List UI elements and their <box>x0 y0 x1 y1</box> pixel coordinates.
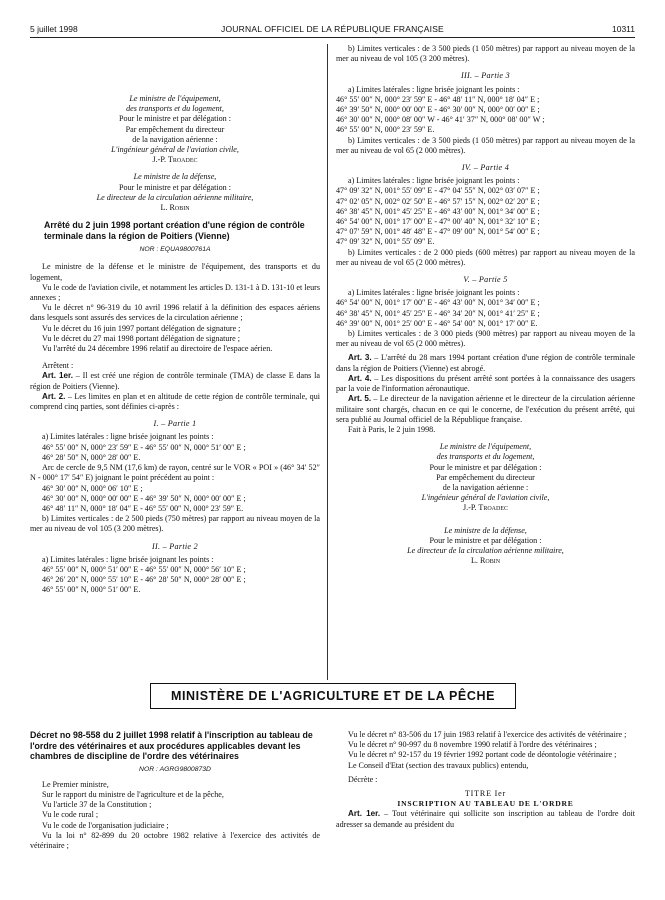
coord-line: 46° 55′ 00″ N, 000° 51′ 00″ E - 46° 55′ 00″ N, 000° 56′ 10″ E ; <box>42 564 246 574</box>
right-column-top <box>336 44 635 566</box>
sig-line: Le ministre de la défense, <box>444 525 527 535</box>
preamble-line: Vu l'article 37 de la Constitution ; <box>42 800 152 810</box>
header-page-number: 10311 <box>611 24 635 34</box>
coord-line: 47° 07′ 59″ N, 001° 48′ 48″ E - 47° 09′ 00″ N, 001° 54′ 00″ E ; <box>336 227 540 237</box>
sig-line: Le ministre de l'équipement, <box>129 94 221 103</box>
article-2: Art. 2. – Les limites en plan et en altitude de cette région de contrôle terminale, qui comprend cinq parties, sont définies ci-après : <box>30 391 320 412</box>
coord-line: 47° 09′ 32″ N, 001° 55′ 09″ E - 47° 04′ 55″ N, 002° 03′ 07″ E ; <box>336 186 540 196</box>
article-5: Art. 5. – Le directeur de la navigation aérienne et le directeur de la circulation aérienne militaire sont chargés, chacun en ce qui le concerne, de l'exécution du présent arrêté, qui sera publié au Journal officiel de la République française. <box>336 394 635 424</box>
coord-line: 46° 55′ 00″ N, 000° 23′ 59″ E - 46° 48′ 11″ N, 000° 18′ 04″ E ; <box>336 94 540 104</box>
article-1: Art. 1er. – Il est créé une région de contrôle terminale (TMA) de classe E dans la région de Poitiers (Vienne). <box>30 371 320 391</box>
part-3-heading: III. – Partie 3 <box>460 71 510 81</box>
nor-reference: NOR : EQUA9800761A <box>139 246 211 254</box>
sig-line: Par empêchement du directeur <box>436 472 535 482</box>
coord-line: 46° 55′ 00″ N, 000° 23′ 59″ E. <box>336 125 435 135</box>
sig-line: des transports et du logement, <box>436 452 535 462</box>
lateral-limits: a) Limites latérales : ligne brisée joignant les points : <box>348 288 520 298</box>
titre-subheading: INSCRIPTION AU TABLEAU DE L'ORDRE <box>397 799 574 809</box>
visa-line: Vu le décret n° 96-319 du 10 avril 1996 relatif à la définition des espaces aériens dans lesquels sont assurés des services de la circulation aérienne ; <box>30 303 320 323</box>
coord-line: 46° 39′ 50″ N, 000° 00′ 00″ E - 46° 30′ 00″ N, 000° 00′ 00″ E ; <box>336 105 540 115</box>
arc-description: Arc de cercle de 9,5 NM (17,6 km) de rayon, centré sur le VOR « POI » (46° 34′ 52″ N - 000° 17′ 54″ E) joignant le point précédent au point : <box>30 463 320 483</box>
preamble-line: Sur le rapport du ministre de l'agriculture et de la pêche, <box>42 789 224 799</box>
vertical-limits: b) Limites verticales : de 2 000 pieds (600 mètres) par rapport au niveau moyen de la mer au niveau de vol 65 (2 000 mètres). <box>336 247 635 267</box>
decret-title: Décret no 98-558 du 2 juillet 1998 relatif à l'inscription au tableau de l'ordre des vétérinaires et aux procédures applicables devant les chambres de discipline de l'ordre des vétérinaires <box>30 730 313 761</box>
vertical-limits: b) Limites verticales : de 2 500 pieds (750 mètres) par rapport au niveau moyen de la mer au niveau de vol 105 (3 200 mètres). <box>30 514 320 534</box>
left-column-bottom <box>30 730 320 851</box>
preamble-line: Vu le décret n° 83-506 du 17 juin 1983 relatif à l'exercice des activités de vétérinaire ; <box>348 730 627 739</box>
part-1-heading: I. – Partie 1 <box>153 419 197 429</box>
signatory-name: J.-P. Troadec <box>463 503 508 513</box>
coord-line: 46° 55′ 00″ N, 000° 23′ 59″ E - 46° 55′ 00″ N, 000° 51′ 00″ E ; <box>42 442 246 452</box>
header-rule <box>30 37 635 38</box>
fait-a-paris: Fait à Paris, le 2 juin 1998. <box>348 424 436 434</box>
visa-line: Vu le décret du 27 mai 1998 portant délégation de signature ; <box>42 333 240 343</box>
sig-line: L'ingénieur général de l'aviation civile, <box>111 145 239 155</box>
coord-line: 47° 09′ 32″ N, 001° 55′ 09″ E. <box>336 237 435 247</box>
nor-reference: NOR : AGRG9800873D <box>139 765 211 773</box>
lateral-limits: a) Limites latérales : ligne brisée joignant les points : <box>348 176 520 186</box>
sig-line: de la navigation aérienne : <box>442 482 529 492</box>
preamble-line: Le Conseil d'Etat (section des travaux publics) entendu, <box>348 760 529 770</box>
coord-line: 46° 54′ 00″ N, 001° 17′ 00″ E - 46° 43′ 00″ N, 001° 34′ 00″ E ; <box>336 298 540 308</box>
preamble-line: Vu le décret n° 92-157 du 19 février 1992 portant code de déontologie vétérinaire ; <box>348 750 617 760</box>
decret-article-1: Art. 1er. – Tout vétérinaire qui sollicite son inscription au tableau de l'ordre doit adresser sa demande au président du <box>336 809 635 829</box>
part-4-heading: IV. – Partie 4 <box>461 163 510 173</box>
vertical-limits: b) Limites verticales : de 3 500 pieds (1 050 mètres) par rapport au niveau moyen de la mer au niveau de vol 105 (3 200 mètres). <box>336 44 635 64</box>
ministry-heading: MINISTÈRE DE L'AGRICULTURE ET DE LA PÊCHE <box>150 683 516 709</box>
coord-line: 46° 26′ 20″ N, 000° 55′ 10″ E - 46° 28′ 50″ N, 000° 28′ 00″ E ; <box>42 575 246 585</box>
visa-line: Vu l'arrêté du 24 décembre 1996 relatif au directoire de l'espace aérien. <box>42 344 273 354</box>
coord-line: 46° 48′ 11″ N, 000° 18′ 04″ E - 46° 55′ 00″ N, 000° 23′ 59″ E. <box>42 503 244 513</box>
coord-line: 46° 30′ 00″ N, 000° 00′ 00″ E - 46° 39′ 50″ N, 000° 00′ 00″ E ; <box>42 493 246 503</box>
part-5-heading: V. – Partie 5 <box>463 275 508 285</box>
lateral-limits: a) Limites latérales : ligne brisée joignant les points : <box>42 554 214 564</box>
lateral-limits: a) Limites latérales : ligne brisée joignant les points : <box>42 432 214 442</box>
article-3: Art. 3. – L'arrêté du 28 mars 1994 portant création d'une région de contrôle terminale dans la région de Poitiers (Vienne) est abrogé. <box>336 353 635 373</box>
article-4: Art. 4. – Les dispositions du présent arrêté sont portées à la connaissance des usagers par la voie de l'information aéronautique. <box>336 373 635 394</box>
header-date: 5 juillet 1998 <box>30 24 78 34</box>
arretent: Arrêtent : <box>42 361 74 371</box>
sig-line: Le directeur de la circulation aérienne militaire, <box>96 192 254 202</box>
left-column-top <box>30 94 320 596</box>
part-2-heading: II. – Partie 2 <box>151 541 198 551</box>
sig-line: Pour le ministre et par délégation : <box>119 182 231 192</box>
coord-line: 47° 02′ 05″ N, 002° 02′ 50″ E - 46° 57′ 15″ N, 002° 02′ 20″ E ; <box>336 196 540 206</box>
sig-line: Le directeur de la circulation aérienne militaire, <box>407 545 564 555</box>
sig-line: de la navigation aérienne : <box>132 134 218 144</box>
visa-line: Vu le décret du 16 juin 1997 portant délégation de signature ; <box>42 323 241 333</box>
coord-line: 46° 39′ 00″ N, 001° 25′ 00″ E - 46° 54′ 00″ N, 001° 17′ 00″ E. <box>336 318 538 328</box>
lateral-limits: a) Limites latérales : ligne brisée joignant les points : <box>348 84 520 94</box>
coord-line: 46° 55′ 00″ N, 000° 51′ 00″ E. <box>42 585 141 595</box>
coord-line: 46° 54′ 00″ N, 001° 17′ 00″ E - 47° 00′ 40″ N, 001° 32′ 10″ E ; <box>336 217 540 227</box>
sig-line: Par empêchement du directeur <box>125 124 225 134</box>
sig-line: Le ministre de l'équipement, <box>439 442 532 452</box>
vertical-limits: b) Limites verticales : de 3 500 pieds (1 050 mètres) par rapport au niveau moyen de la mer au niveau de vol 65 (2 000 mètres). <box>336 135 635 155</box>
preamble-line: Vu le code rural ; <box>42 810 99 820</box>
signatory-name: L. Robin <box>470 556 501 566</box>
sig-line: Le ministre de la défense, <box>133 172 217 182</box>
sig-line: des transports et du logement, <box>126 104 224 114</box>
right-column-bottom <box>336 730 635 830</box>
coord-line: 46° 38′ 45″ N, 001° 45′ 25″ E - 46° 43′ 00″ N, 001° 34′ 00″ E ; <box>336 206 540 216</box>
header-journal: JOURNAL OFFICIEL DE LA RÉPUBLIQUE FRANÇAISE <box>221 24 444 34</box>
visa-line: Vu le code de l'aviation civile, et notamment les articles D. 131-1 à D. 131-10 et leurs annexes ; <box>30 282 320 303</box>
coord-line: 46° 30′ 00″ N, 000° 06′ 10″ E ; <box>42 483 143 493</box>
signature-block-equipment <box>336 442 635 513</box>
column-divider <box>327 44 328 680</box>
coord-line: 46° 30′ 00″ N, 000° 08′ 00″ W - 46° 41′ 37″ N, 000° 08′ 00″ W ; <box>336 115 545 125</box>
signature-block-equipment <box>30 94 320 165</box>
sig-line: Pour le ministre et par délégation : <box>429 535 542 545</box>
coord-line: 46° 38′ 45″ N, 001° 45′ 25″ E - 46° 34′ 20″ N, 001° 41′ 25″ E ; <box>336 308 540 318</box>
decrete: Décrète : <box>348 774 378 784</box>
signature-block-defense <box>336 526 635 567</box>
coord-line: 46° 28′ 50″ N, 000° 28′ 00″ E. <box>42 452 141 462</box>
sig-line: Pour le ministre et par délégation : <box>429 462 542 472</box>
vertical-limits: b) Limites verticales : de 3 000 pieds (900 mètres) par rapport au niveau moyen de la mer au niveau de vol 65 (2 000 mètres). <box>336 329 635 349</box>
preamble-line: Vu le décret n° 90-997 du 8 novembre 1990 relatif à l'ordre des vétérinaires ; <box>348 740 597 750</box>
sig-line: L'ingénieur général de l'aviation civile, <box>421 493 550 503</box>
titre-heading: TITRE Ier <box>464 789 507 799</box>
sig-line: Pour le ministre et par délégation : <box>119 114 231 124</box>
preamble-line: Le Premier ministre, <box>42 779 109 789</box>
signature-block-defense <box>30 172 320 213</box>
visa-line: Le ministre de la défense et le ministre de l'équipement, des transports et du logement, <box>30 262 320 282</box>
preamble-line: Vu le code de l'organisation judiciaire ; <box>42 820 169 830</box>
preamble-line: Vu la loi n° 82-899 du 20 octobre 1982 relative à l'exercice des activités de vétérinaire ; <box>30 830 320 850</box>
arrete-title: Arrêté du 2 juin 1998 portant création d'une région de contrôle terminale dans la région de Poitiers (Vienne) <box>44 220 305 241</box>
page-header <box>30 24 635 38</box>
signatory-name: L. Robin <box>160 203 190 213</box>
signatory-name: J.-P. Troadec <box>152 155 198 165</box>
